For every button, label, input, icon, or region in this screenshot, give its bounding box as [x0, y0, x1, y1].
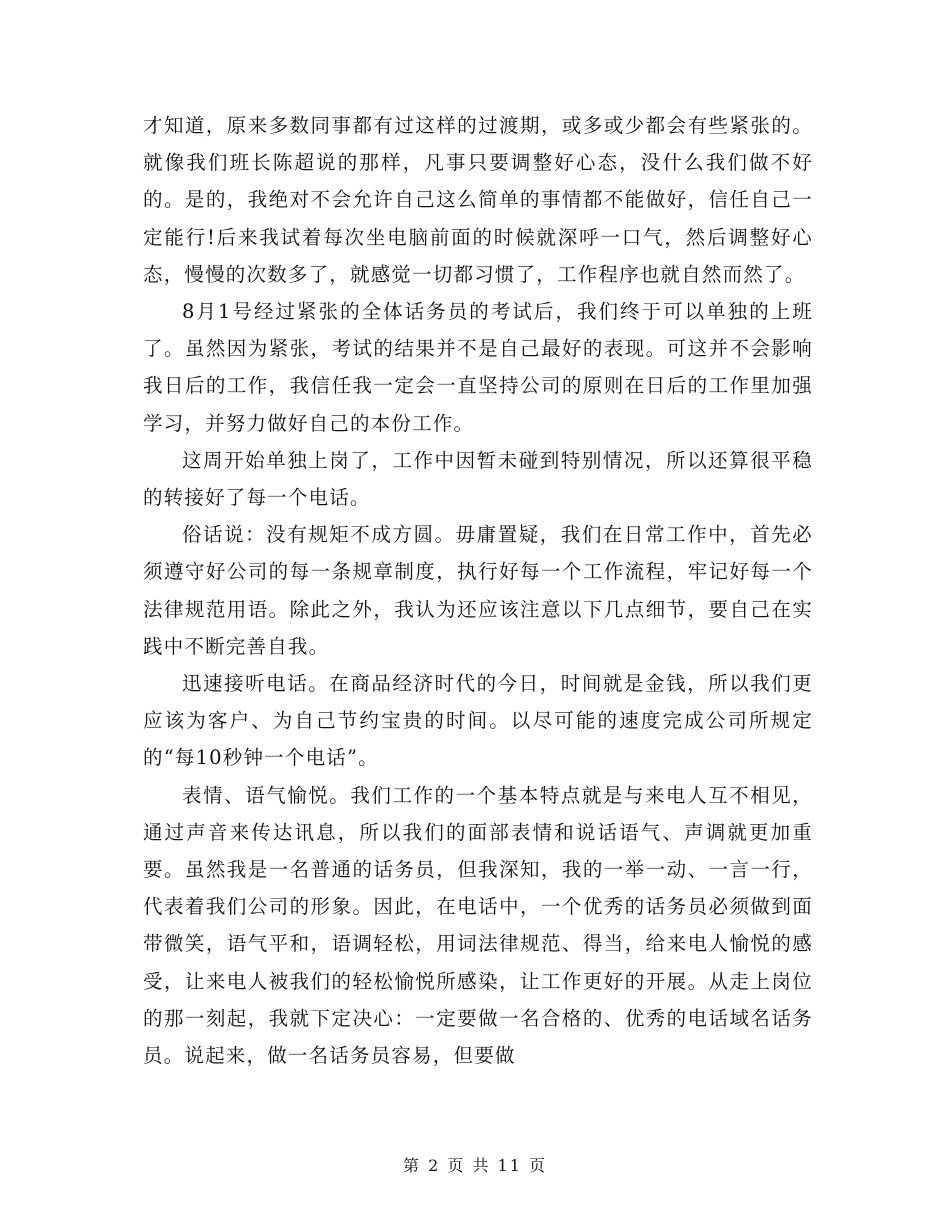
paragraph-4: 俗话说：没有规矩不成方圆。毋庸置疑，我们在日常工作中，首先必须遵守好公司的每一条规章制度，执行好每一个工作流程，牢记好每一个法律规范用语。除此之外，我认为还应该注意以下几点细节，要自己在实践中不断完善自我。 — [143, 523, 813, 658]
paragraph-1: 才知道，原来多数同事都有过这样的过渡期，或多或少都会有些紧张的。就像我们班长陈超说的那样，凡事只要调整好心态，没什么我们做不好的。是的，我绝对不会允许自己这么简单的事情都不能做好，信任自己一定能行!后来我试着每次坐电脑前面的时候就深呼一口气，然后调整好心态，慢慢的次数多了，就感觉一切都习惯了，工作程序也就自然而然了。 — [143, 114, 813, 286]
page-number-footer: 第 2 页 共 11 页 — [403, 1156, 547, 1175]
paragraph-3: 这周开始单独上岗了，工作中因暂未碰到特别情况，所以还算很平稳的转接好了每一个电话。 — [143, 448, 813, 510]
paragraph-2: 8月1号经过紧张的全体话务员的考试后，我们终于可以单独的上班了。虽然因为紧张，考试的结果并不是自己最好的表现。可这并不会影响我日后的工作，我信任我一定会一直坚持公司的原则在日后的工作里加强学习，并努力做好自己的本份工作。 — [143, 300, 813, 435]
body-text — [143, 107, 813, 1074]
paragraph-6: 表情、语气愉悦。我们工作的一个基本特点就是与来电人互不相见，通过声音来传达讯息，所以我们的面部表情和说话语气、声调就更加重要。虽然我是一名普通的话务员，但我深知，我的一举一动、一言一行，代表着我们公司的形象。因此，在电话中，一个优秀的话务员必须做到面带微笑，语气平和，语调轻松，用词法律规范、得当，给来电人愉悦的感受，让来电人被我们的轻松愉悦所感染，让工作更好的开展。从走上岗位的那一刻起，我就下定决心：一定要做一名合格的、优秀的电话域名话务员。说起来，做一名话务员容易，但要做 — [143, 783, 813, 1068]
paragraph-5: 迅速接听电话。在商品经济时代的今日，时间就是金钱，所以我们更应该为客户、为自己节约宝贵的时间。以尽可能的速度完成公司所规定的“每10秒钟一个电话”。 — [143, 672, 813, 770]
